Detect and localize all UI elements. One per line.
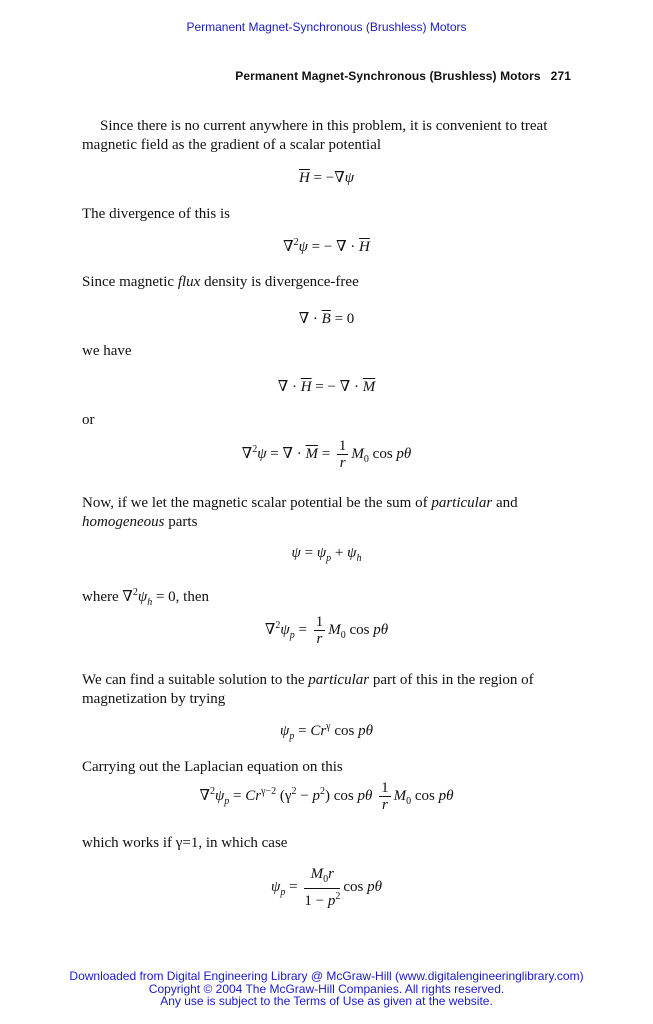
header-book-link[interactable]: Permanent Magnet-Synchronous (Brushless) Motors [186, 20, 467, 34]
footer-copyright-line: Copyright © 2004 The McGraw-Hill Companies. All rights reserved. [148, 981, 505, 996]
running-head-title: Permanent Magnet-Synchronous (Brushless) Motors [235, 69, 541, 83]
paragraph-gamma: which works if γ=1, in which case [82, 835, 288, 851]
equation-psi-sum: $\psi = \psi_p + \psi_h$ [291, 545, 362, 564]
equation-final-psi-p: $\psi_p$ = $\frac{M_0r}{1 - p^2}$ cos pθ [271, 866, 382, 909]
paragraph-or: or [82, 412, 95, 428]
equation-laplacian-psi-p: $\nabla^2\psi_p$ = $\frac{1}{r}$ $M_0$ cos pθ [264, 614, 389, 647]
paragraph-trial-solution: We can find a suitable solution to the particular part of this in the region of magnetization by trying [82, 672, 534, 707]
page-number: 271 [550, 69, 571, 83]
equation-laplacian-m: ∇$^2$ψ = ∇ · $\overline{M}$ = $\frac{1}{r}$ $M_0$ cos pθ [241, 438, 412, 471]
equation-laplacian-expanded: $\nabla^2\psi_p = Cr^{\gamma-2}$ $(\gamma^2 - p^2)$ cos pθ $\frac{1}{r}$ $M_0$ cos pθ [199, 780, 454, 813]
equation-div-h: ∇ · $\overline{H}$ = − ∇ · $\overline{M}$ [277, 379, 376, 395]
equation-trial-psi-p: $\psi_p = Cr^\gamma$ cos pθ [280, 721, 373, 742]
paragraph-flux: Since magnetic flux density is divergence-free [82, 274, 359, 290]
footer-download-link[interactable]: Downloaded from Digital Engineering Library @ McGraw-Hill (www.digitalengineeringlibrary.com) [69, 969, 584, 983]
running-head [235, 69, 571, 83]
paragraph-scalar-potential: Now, if we let the magnetic scalar potential be the sum of particular and homogeneous parts [82, 495, 518, 530]
equation-laplacian-psi: ∇$^2$ψ = − ∇ · $\overline{H}$ [283, 237, 370, 255]
paragraph-where: where $\nabla^2\psi_h = 0$, then [82, 587, 209, 608]
footer-copyright [0, 970, 653, 1008]
footer-terms-link[interactable]: Any use is subject to the Terms of Use as given at the website. [160, 994, 493, 1008]
paragraph-laplacian: Carrying out the Laplacian equation on this [82, 759, 343, 775]
paragraph-intro: Since there is no current anywhere in this problem, it is convenient to treat magnetic field as the gradient of a scalar potential [82, 118, 548, 153]
paragraph-we-have: we have [82, 343, 132, 359]
equation-h-gradient: $\overline{H} = -\nabla\psi$ [298, 170, 355, 186]
equation-div-b: ∇ · $\overline{B} = 0$ [298, 311, 355, 327]
paragraph-divergence: The divergence of this is [82, 206, 231, 222]
